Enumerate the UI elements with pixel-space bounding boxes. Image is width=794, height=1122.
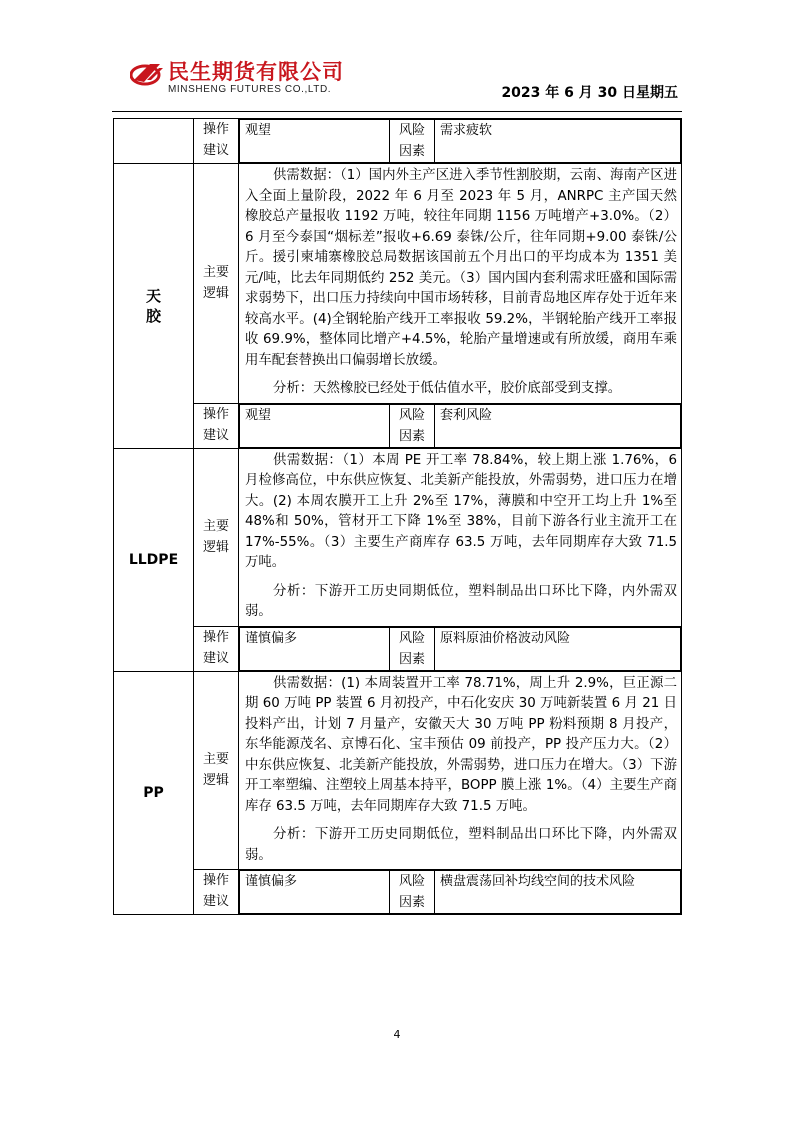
operation-value: 观望 [240,120,390,163]
operation-value: 谨慎偏多 [240,871,390,914]
product-pp: PP [114,671,194,915]
rubber-analysis-text: 分析：天然橡胶已经处于低估值水平，胶价底部受到支撑。 [273,381,622,396]
risk-label: 风险 因素 [390,404,435,447]
pp-analysis-text: 分析：下游开工历史同期低位，塑料制品出口环比下降，内外需双弱。 [245,827,677,863]
company-name-cn: 民生期货有限公司 [168,60,344,84]
company-name-en: MINSHENG FUTURES CO.,LTD. [168,84,332,95]
table-row [114,448,682,626]
table-row [114,164,682,404]
logic-label: 主要 逻辑 [194,448,239,626]
operation-risk-cell [239,119,682,164]
risk-value: 套利风险 [435,404,681,447]
operation-label: 操作 建议 [194,626,239,671]
logic-label: 主要 逻辑 [194,164,239,404]
logic-label: 主要 逻辑 [194,671,239,870]
operation-value: 谨慎偏多 [240,627,390,670]
risk-value: 横盘震荡回补均线空间的技术风险 [435,871,681,914]
rubber-logic [239,164,682,404]
table-row [114,626,682,671]
table-row [114,403,682,448]
product-rubber: 天 胶 [114,164,194,449]
company-logo [112,54,372,104]
table-row [114,870,682,915]
lldpe-supply-text: 供需数据：（1）本周 PE 开工率 78.84%，较上期上涨 1.76%，6 月检修高位，中东供应恢复、北美新产能投放，外需弱势，进口压力在增大。(2) 本周农膜开工上升 2%至 17%，薄膜和中空开工均上升 1%至 48%和 50%，管材开工下降 1%至 38%，目前下游各行业主流开工在 17%-55%。（3）主要生产商库存 63.5 万吨，去年同期库存大致 71.5 万吨。 [245,452,677,570]
risk-label: 风险 因素 [390,120,435,163]
risk-value: 原料原油价格波动风险 [435,627,681,670]
report-date: 2023 年 6 月 30 日星期五 [501,85,678,101]
lldpe-logic [239,448,682,626]
operation-label: 操作 建议 [194,870,239,915]
operation-risk-cell [239,870,682,915]
pp-supply-text: 供需数据：(1) 本周装置开工率 78.71%，周上升 2.9%，巨正源二期 60 万吨 PP 装置 6 月初投产，中石化安庆 30 万吨新装置 6 月 21 日投料产出，计划 7 月量产，安徽天大 30 万吨 PP 粉料预期 8 月投产，东华能源茂名、京博石化、宝丰预估 09 前投产，PP 投产压力大。（2）中东供应恢复、北美新产能投放，外需弱势，进口压力在增大。（3）下游开工率塑编、注塑较上周基本持平，BOPP 膜上涨 1%。（4）主要生产商库存 63.5 万吨，去年同期库存大致 71.5 万吨。 [245,675,677,814]
operation-label: 操作 建议 [194,119,239,164]
pp-logic [239,671,682,870]
operation-risk-cell [239,626,682,671]
header-divider [112,111,682,112]
table-row [114,671,682,870]
minsheng-logo-icon [130,60,164,86]
rubber-supply-text: 供需数据：（1）国内外主产区进入季节性割胶期，云南、海南产区进入全面上量阶段，2022 年 6 月至 2023 年 5 月，ANRPC 主产国天然橡胶总产量报收 1192 万吨，较往年同期 1156 万吨增产+3.0%。（2）6 月至今泰国“烟标差”报收+6.69 泰铢/公斤，往年同期+9.00 泰铢/公斤。援引柬埔寨橡胶总局数据该国前五个月出口的平均成本为 1351 美元/吨，比去年同期低约 252 美元。（3）国内国内套利需求旺盛和国际需求弱势下，出口压力持续向中国市场转移，目前青岛地区库存处于近年来较高水平。(4)全钢轮胎产线开工率报收 59.2%，半钢轮胎产线开工率报收 69.9%，整体同比增产+4.5%，轮胎产量增速或有所放缓，商用车乘用车配套替换出口偏弱增长放缓。 [245,168,677,368]
table-row [114,119,682,164]
risk-value: 需求疲软 [435,120,681,163]
operation-value: 观望 [240,404,390,447]
risk-label: 风险 因素 [390,627,435,670]
product-lldpe: LLDPE [114,448,194,671]
operation-risk-cell [239,403,682,448]
risk-label: 风险 因素 [390,871,435,914]
commodity-table [113,118,682,915]
page-header [112,52,682,112]
operation-label: 操作 建议 [194,403,239,448]
lldpe-analysis-text: 分析：下游开工历史同期低位，塑料制品出口环比下降，内外需双弱。 [245,583,677,619]
page-number: 4 [393,1028,401,1041]
product-cell-empty [114,119,194,164]
